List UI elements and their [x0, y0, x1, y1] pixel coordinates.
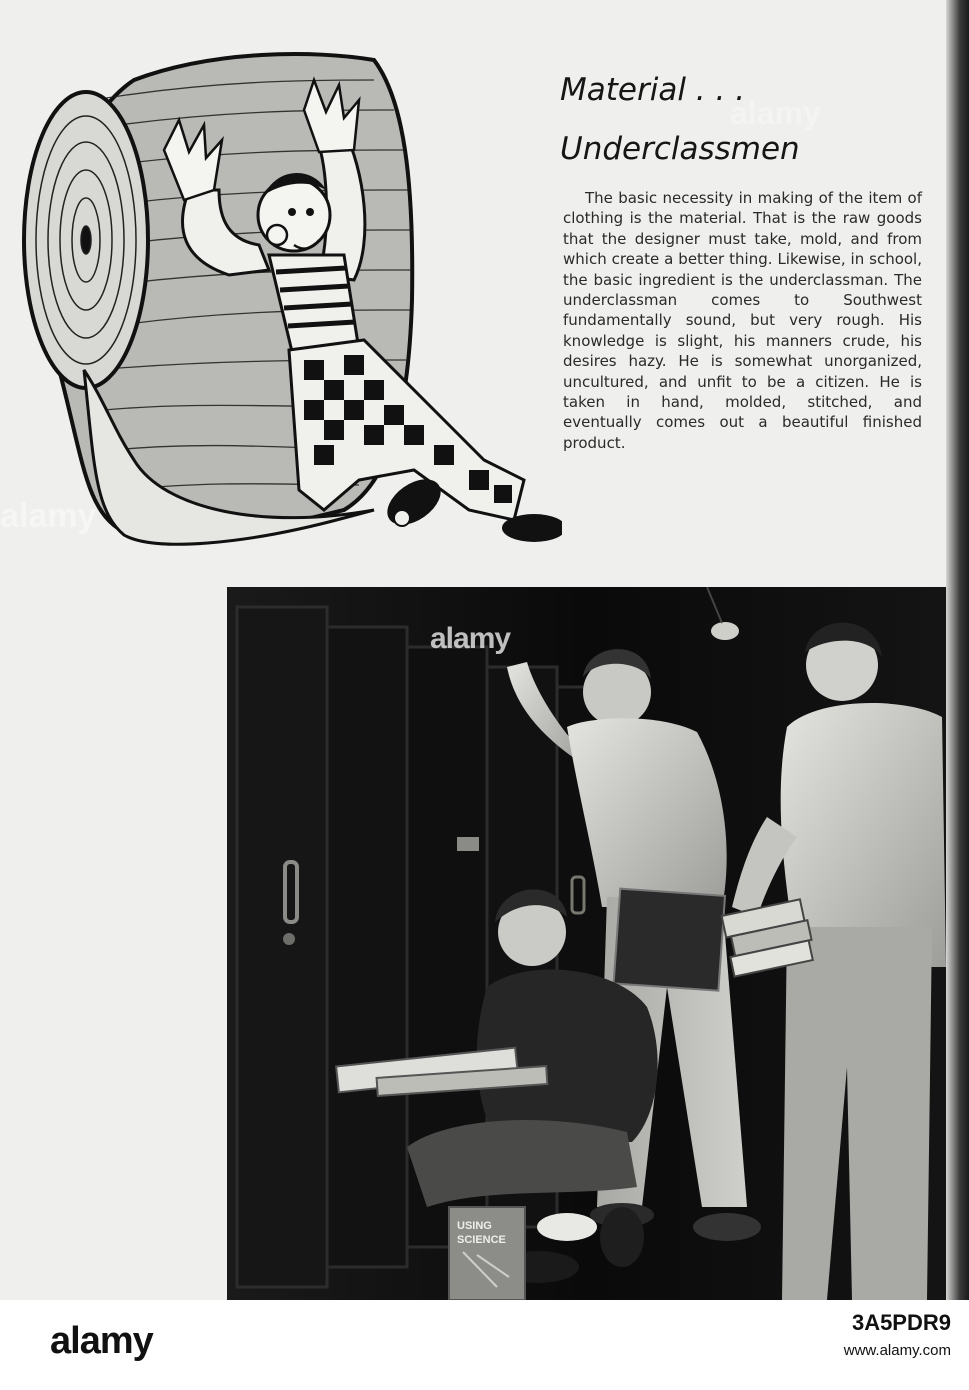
headline-line-2: Underclassmen [560, 131, 800, 167]
stock-footer [0, 1300, 969, 1390]
page-spine-shadow [946, 0, 969, 1300]
headline-line-1: Material . . . [560, 72, 746, 108]
watermark-top: alamy [730, 95, 821, 131]
cartoon-illustration [14, 40, 562, 552]
watermark-left: alamy [0, 497, 97, 535]
book-title-line-1: USING [457, 1220, 492, 1232]
book-title-line-2: SCIENCE [457, 1234, 506, 1246]
image-code: 3A5PDR9 [851, 1310, 951, 1335]
footer-url-link[interactable]: www.alamy.com [843, 1342, 951, 1359]
body-paragraph: The basic necessity in making of the item of clothing is the material. That is the raw goods that the designer must take, mold, and from which create a better thing. Likewise, in school, the basic ingredient is the underclassman. The underclassman comes to Southwest fundamentally sound, but very rough. His knowledge is slight, his manners crude, his desires hazy. He is somewhat unorganized, uncultured, and unfit to be a citizen. He is taken in hand, molded, stitched, and eventually comes out a beautiful finished product. [563, 189, 922, 452]
footer-id-block [844, 1310, 951, 1359]
photograph [227, 587, 946, 1300]
watermark-center: alamy [430, 622, 511, 655]
footer-logo[interactable]: alamy [50, 1320, 153, 1362]
science-book [449, 1207, 525, 1300]
